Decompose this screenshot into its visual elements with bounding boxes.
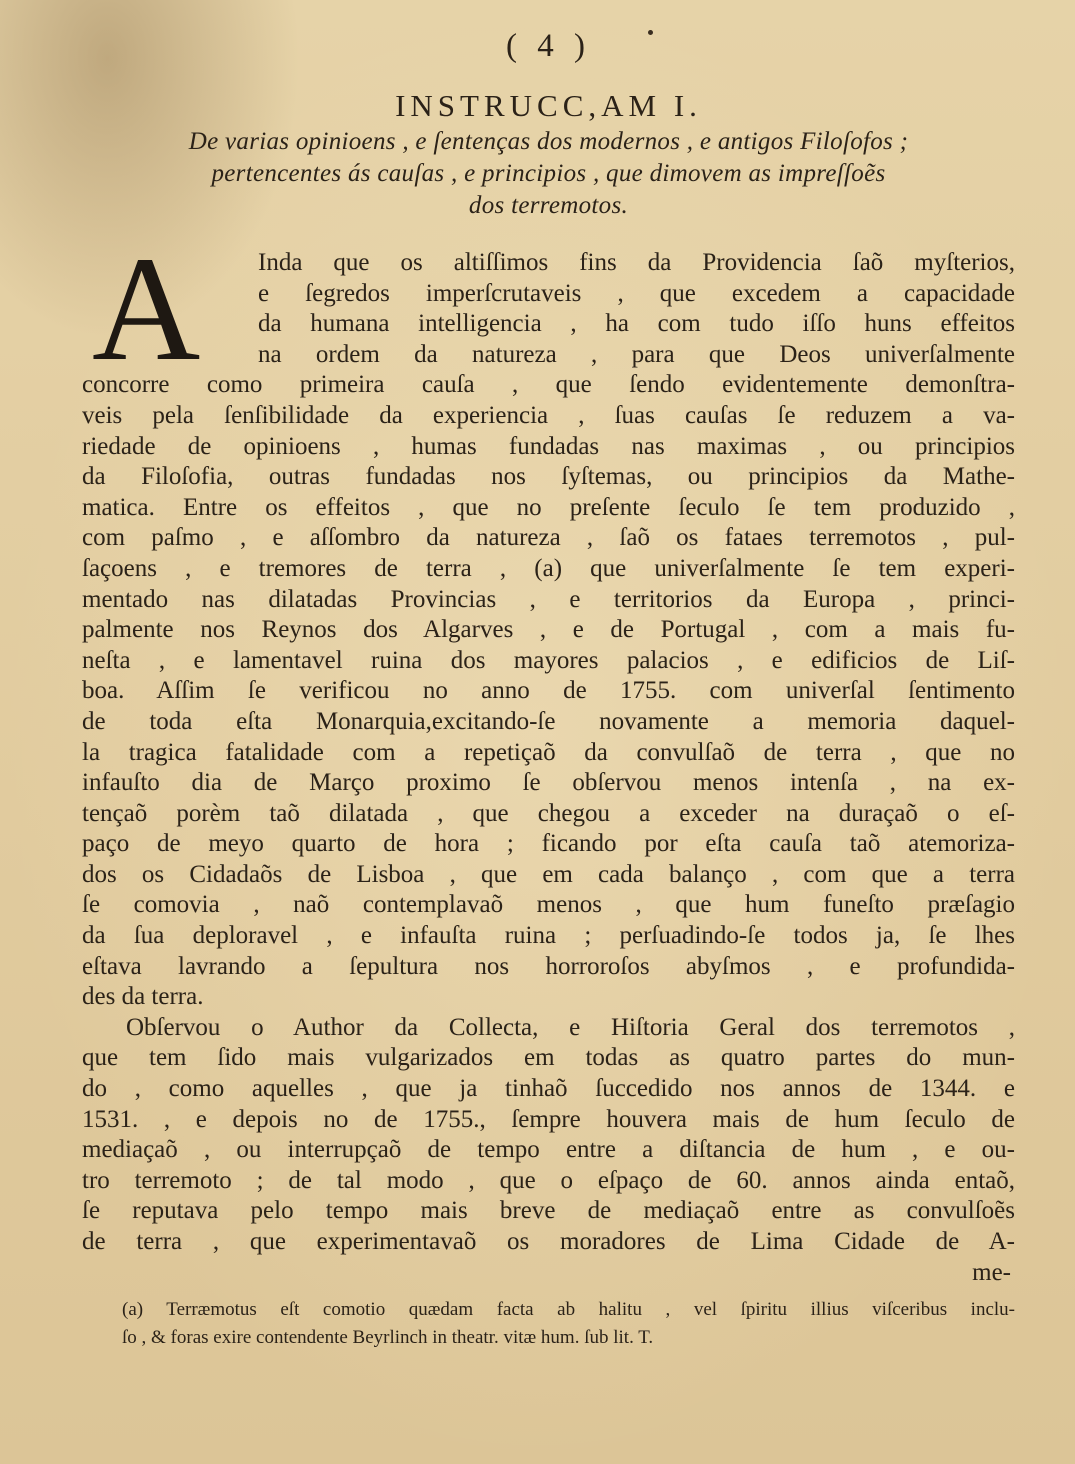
text-line: veis pela ſenſibilidade da experiencia , ſuas cauſas ſe reduzem a va- bbox=[82, 401, 1015, 429]
text-line: matica. Entre os effeitos , que no preſente ſeculo ſe tem produzido , bbox=[82, 493, 1015, 521]
paragraph-2 bbox=[82, 1013, 1015, 1258]
text-line: da humana intelligencia , ha com tudo iſſo huns effeitos bbox=[258, 310, 1015, 338]
section-subtitle bbox=[92, 126, 1005, 222]
text-line: ſe reputava pelo tempo mais breve de mediaçaõ entre as convulſoẽs bbox=[82, 1197, 1015, 1225]
text-line: la tragica fatalidade com a repetiçaõ da convulſaõ de terra , que no bbox=[82, 738, 1015, 766]
text-line: concorre como primeira cauſa , que ſendo evidentemente demonſtra- bbox=[82, 371, 1015, 399]
text-line: eſtava lavrando a ſepultura nos horroroſos abyſmos , e profundida- bbox=[82, 952, 1015, 980]
text-line: tro terremoto ; de tal modo , que o eſpaço de 60. annos ainda entaõ, bbox=[82, 1166, 1015, 1194]
section-title: INSTRUCC,AM I. bbox=[395, 88, 702, 123]
paragraph-1 bbox=[82, 226, 1015, 1013]
text-line: da ſua deploravel , e infauſta ruina ; perſuadindo-ſe todos ja, ſe lhes bbox=[82, 922, 1015, 950]
text-line: 1531. , e depois no de 1755., ſempre houvera mais de hum ſeculo de bbox=[82, 1105, 1015, 1133]
text-line: ſaçoens , e tremores de terra , (a) que univerſalmente ſe tem experi- bbox=[82, 554, 1015, 582]
ink-mark bbox=[648, 30, 653, 35]
text-line: com paſmo , e aſſombro da natureza , ſaõ os fataes terremotos , pul- bbox=[82, 524, 1015, 552]
subtitle-line: pertencentes ás cauſas , e principios , que dimovem as impreſſoẽs bbox=[211, 160, 886, 187]
text-line: mediaçaõ , ou interrupçaõ de tempo entre a diſtancia de hum , e ou- bbox=[82, 1136, 1015, 1164]
text-line: na ordem da natureza , para que Deos univerſalmente bbox=[258, 340, 1015, 368]
text-line: boa. Aſſim ſe verificou no anno de 1755. com univerſal ſentimento bbox=[82, 677, 1015, 705]
text-line: infauſto dia de Março proximo ſe obſervou menos intenſa , na ex- bbox=[82, 769, 1015, 797]
drop-cap-letter: A bbox=[92, 226, 201, 392]
text-line: riedade de opinioens , humas fundadas nas maximas , ou principios bbox=[82, 432, 1015, 460]
main-text bbox=[82, 226, 1015, 1288]
text-line: do , como aquelles , que ja tinhaõ ſuccedido nos annos de 1344. e bbox=[82, 1075, 1015, 1103]
subtitle-line: De varias opinioens , e ſentenças dos modernos , e antigos Filoſofos ; bbox=[188, 128, 909, 155]
drop-cap-ornament bbox=[82, 226, 244, 392]
text-line: Inda que os altiſſimos fins da Providencia ſaõ myſterios, bbox=[258, 249, 1015, 276]
text-line: de toda eſta Monarquia,excitando-ſe novamente a memoria daquel- bbox=[82, 707, 1015, 735]
text-line: da Filoſofia, outras fundadas nos ſyſtemas, ou principios da Mathe- bbox=[82, 463, 1015, 491]
text-line: paço de meyo quarto de hora ; ficando por eſta cauſa taõ atemoriza- bbox=[82, 830, 1015, 858]
subtitle-line: dos terremotos. bbox=[468, 192, 629, 219]
text-line: neſta , e lamentavel ruina dos mayores palacios , e edificios de Liſ- bbox=[82, 646, 1015, 674]
page-number: ( 4 ) bbox=[506, 28, 591, 64]
catchword: me- bbox=[972, 1258, 1011, 1286]
text-line: palmente nos Reynos dos Algarves , e de Portugal , com a mais fu- bbox=[82, 616, 1015, 644]
text-line: dos os Cidadaõs de Lisboa , que em cada balanço , com que a terra bbox=[82, 860, 1015, 888]
text-line: des da terra. bbox=[82, 983, 204, 1011]
footnote-line: (a) Terræmotus eſt comotio quædam facta ab halitu , vel ſpiritu illius viſceribus inclu- bbox=[122, 1298, 1015, 1320]
text-line: ſe comovia , naõ contemplavaõ menos , que hum funeſto præſagio bbox=[82, 891, 1015, 919]
text-line: mentado nas dilatadas Provincias , e territorios da Europa , princi- bbox=[82, 585, 1015, 613]
footnote-line: ſo , & foras exire contendente Beyrlinch in theatr. vitæ hum. ſub lit. T. bbox=[122, 1326, 654, 1348]
text-line: tençaõ porèm taõ dilatada , que chegou a exceder na duraçaõ o eſ- bbox=[82, 799, 1015, 827]
text-line: de terra , que experimentavaõ os moradores de Lima Cidade de A- bbox=[82, 1228, 1015, 1255]
text-line: que tem ſido mais vulgarizados em todas as quatro partes do mun- bbox=[82, 1044, 1015, 1072]
text-line: e ſegredos imperſcrutaveis , que excedem a capacidade bbox=[258, 279, 1015, 307]
footnote bbox=[82, 1296, 1015, 1352]
text-line: Obſervou o Author da Collecta, e Hiſtoria Geral dos terremotos , bbox=[126, 1013, 1015, 1041]
